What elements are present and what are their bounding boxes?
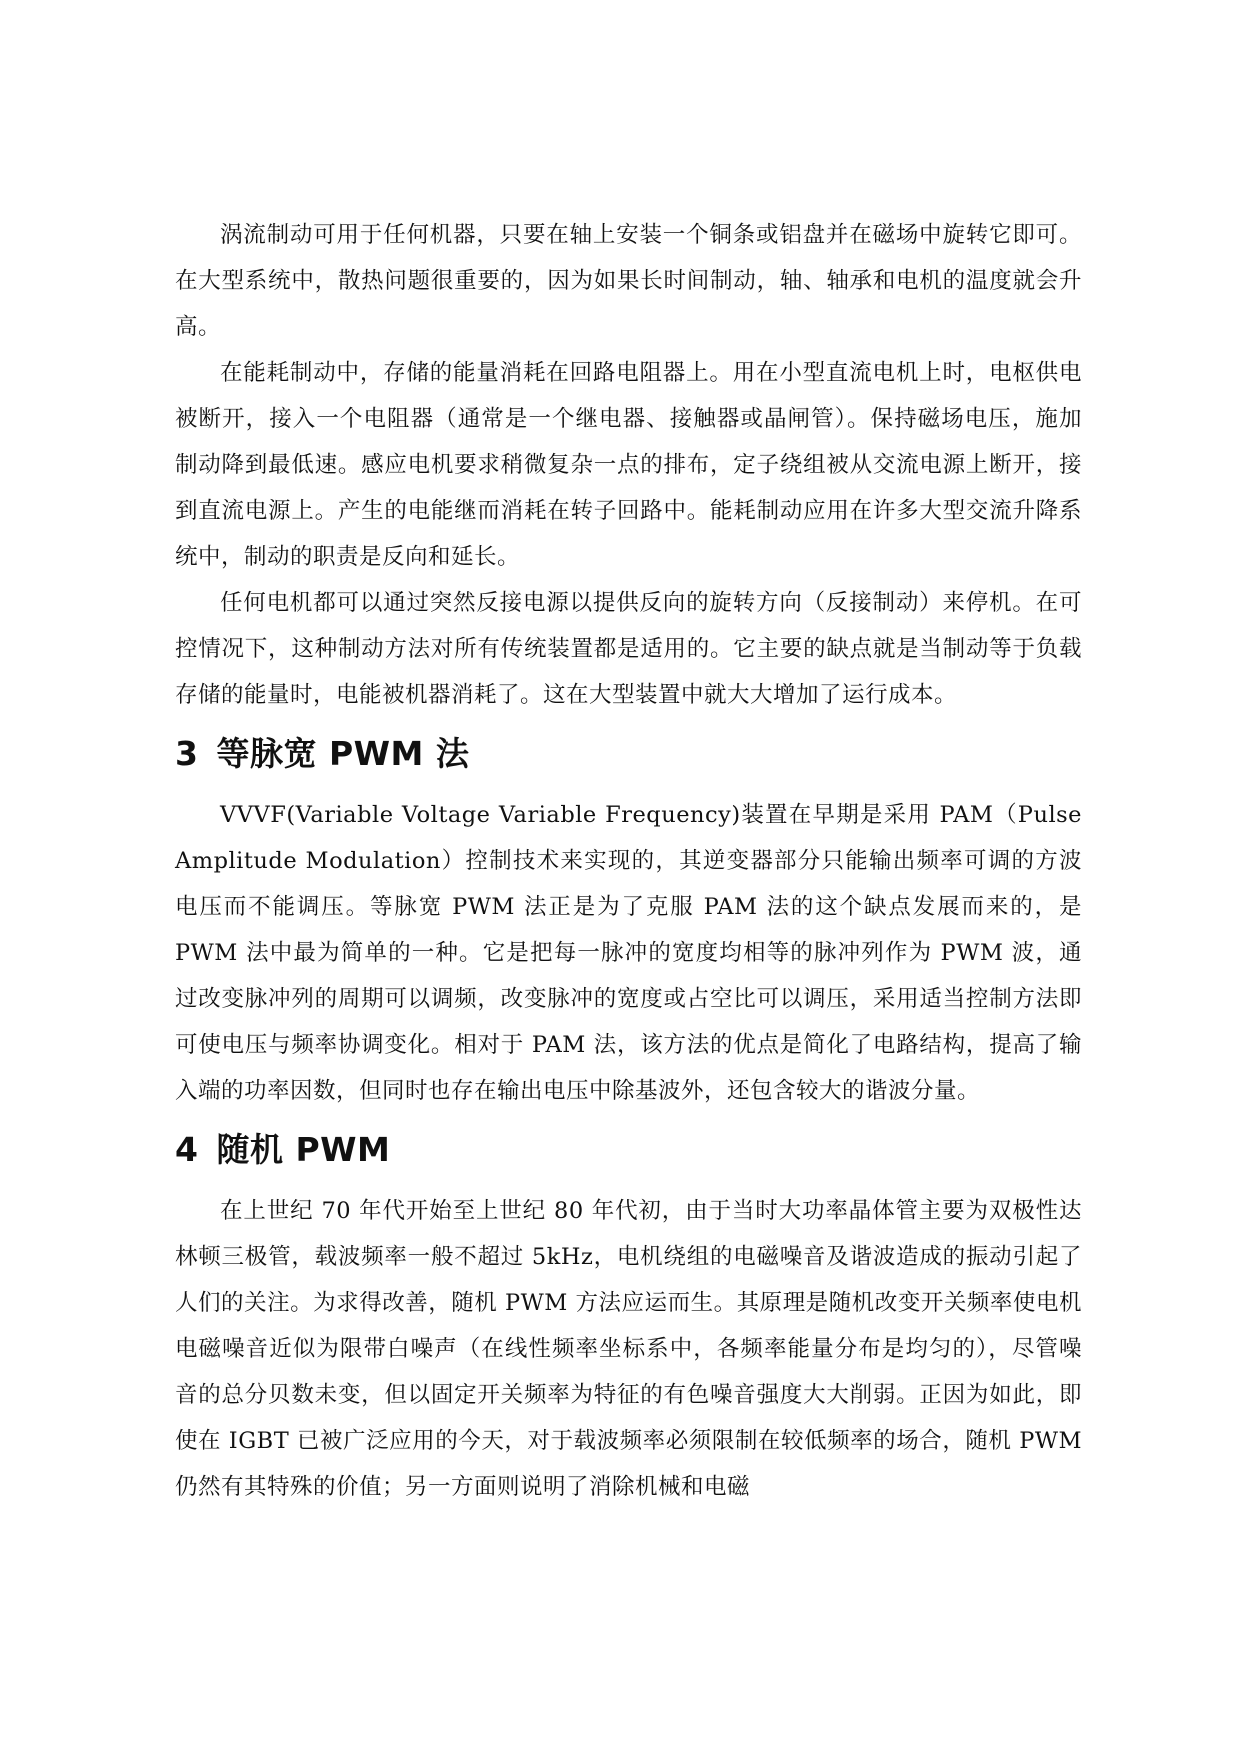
- paragraph-plugging-braking: 任何电机都可以通过突然反接电源以提供反向的旋转方向（反接制动）来停机。在可控情况下，这种制动方法对所有传统装置都是适用的。它主要的缺点就是当制动等于负载存储的能量时，电能被机器消耗了。这在大型装置中就大大增加了运行成本。: [175, 590, 1082, 708]
- section-4-title: 随机 PWM: [216, 1130, 391, 1169]
- section-3-number: 3: [175, 734, 199, 773]
- section-3-paragraph: VVVF(Variable Voltage Variable Frequency)装置在早期是采用 PAM（Pulse Amplitude Modulation）控制技术来实现的，其逆变器部分只能输出频率可调的方波电压而不能调压。等脉宽 PWM 法正是为了克服 PAM 法的这个缺点发展而来的，是 PWM 法中最为简单的一种。它是把每一脉冲的宽度均相等的脉冲列作为 PWM 波，通过改变脉冲列的周期可以调频，改变脉冲的宽度或占空比可以调压，采用适当控制方法即可使电压与频率协调变化。相对于 PAM 法，该方法的优点是简化了电路结构，提高了输入端的功率因数，但同时也存在输出电压中除基波外，还包含较大的谐波分量。: [175, 802, 1082, 1104]
- section-4-paragraph: 在上世纪 70 年代开始至上世纪 80 年代初，由于当时大功率晶体管主要为双极性达林顿三极管，载波频率一般不超过 5kHz，电机绕组的电磁噪音及谐波造成的振动引起了人们的关注。为求得改善，随机 PWM 方法应运而生。其原理是随机改变开关频率使电机电磁噪音近似为限带白噪声（在线性频率坐标系中，各频率能量分布是均匀的），尽管噪音的总分贝数未变，但以固定开关频率为特征的有色噪音强度大大削弱。正因为如此，即使在 IGBT 已被广泛应用的今天，对于载波频率必须限制在较低频率的场合，随机 PWM 仍然有其特殊的价值；另一方面则说明了消除机械和电磁: [175, 1198, 1082, 1500]
- section-4-number: 4: [175, 1130, 199, 1169]
- section-3-title: 等脉宽 PWM 法: [216, 734, 470, 773]
- section-3-heading: [175, 722, 1082, 786]
- section-4-heading: [175, 1118, 1082, 1182]
- document-page: [175, 212, 1082, 1510]
- paragraph-dynamic-braking: 在能耗制动中，存储的能量消耗在回路电阻器上。用在小型直流电机上时，电枢供电被断开，接入一个电阻器（通常是一个继电器、接触器或晶闸管）。保持磁场电压，施加制动降到最低速。感应电机要求稍微复杂一点的排布，定子绕组被从交流电源上断开，接到直流电源上。产生的电能继而消耗在转子回路中。能耗制动应用在许多大型交流升降系统中，制动的职责是反向和延长。: [175, 360, 1082, 570]
- paragraph-eddy-current-braking: 涡流制动可用于任何机器，只要在轴上安装一个铜条或铝盘并在磁场中旋转它即可。在大型系统中，散热问题很重要的，因为如果长时间制动，轴、轴承和电机的温度就会升高。: [175, 222, 1082, 340]
